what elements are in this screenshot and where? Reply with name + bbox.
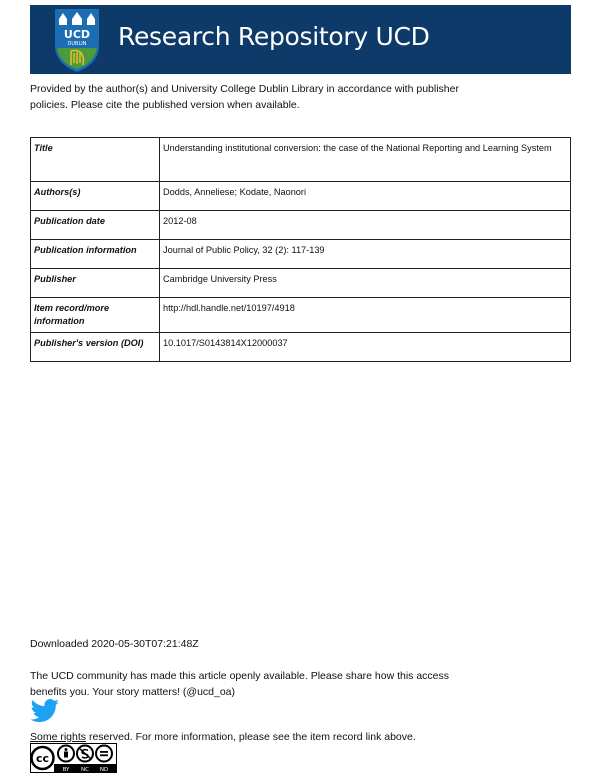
cc-license-icon[interactable] (30, 743, 117, 773)
cc-nd-label: ND (99, 767, 109, 773)
row-label: Authors(s) (31, 182, 160, 211)
provided-notice (30, 81, 510, 113)
crest-dublin-text: DUBLIN (67, 41, 87, 47)
rights-notice (30, 731, 416, 743)
community-message (30, 668, 480, 700)
community-line: benefits you. Your story matters! (@ucd_oa) (30, 686, 236, 698)
table-row-authors (31, 182, 571, 211)
table-row-publisher (31, 269, 571, 298)
row-label: Publication information (31, 240, 160, 269)
provided-line: policies. Please cite the published version when available. (30, 99, 300, 111)
publisher-value: Cambridge University Press (160, 269, 571, 298)
some-rights-link[interactable]: Some rights (30, 731, 87, 743)
repository-title: Research Repository UCD (118, 22, 430, 51)
cc-by-label: BY (62, 767, 70, 773)
row-label: Item record/more information (31, 298, 160, 333)
download-timestamp: Downloaded 2020-05-30T07:21:48Z (30, 638, 199, 650)
repository-banner (30, 5, 571, 74)
table-row-title (31, 138, 571, 182)
title-value: Understanding institutional conversion: the case of the National Reporting and Learning System (160, 138, 571, 182)
row-label: Publisher's version (DOI) (31, 333, 160, 362)
community-line: The UCD community has made this article openly available. Please share how this access (30, 670, 450, 682)
table-row-doi (31, 333, 571, 362)
metadata-table (30, 137, 571, 362)
doi-value: 10.1017/S0143814X12000037 (160, 333, 571, 362)
row-label: Title (31, 138, 160, 182)
provided-line: Provided by the author(s) and University College Dublin Library in accordance with publisher (30, 83, 459, 95)
item-record-link[interactable]: http://hdl.handle.net/10197/4918 (160, 298, 571, 333)
table-row-publication-date (31, 211, 571, 240)
publication-date-value: 2012-08 (160, 211, 571, 240)
row-label: Publisher (31, 269, 160, 298)
ucd-crest-icon (53, 7, 101, 73)
twitter-bird-icon[interactable] (30, 699, 60, 723)
cc-text: cc (35, 752, 50, 765)
publication-info-value: Journal of Public Policy, 32 (2): 117-139 (160, 240, 571, 269)
table-row-item-record (31, 298, 571, 333)
rights-text: reserved. For more information, please see the item record link above. (86, 731, 416, 743)
table-row-publication-info (31, 240, 571, 269)
cc-nc-label: NC (81, 767, 89, 773)
row-label: Publication date (31, 211, 160, 240)
crest-ucd-text: UCD (63, 28, 91, 41)
authors-value: Dodds, Anneliese; Kodate, Naonori (160, 182, 571, 211)
